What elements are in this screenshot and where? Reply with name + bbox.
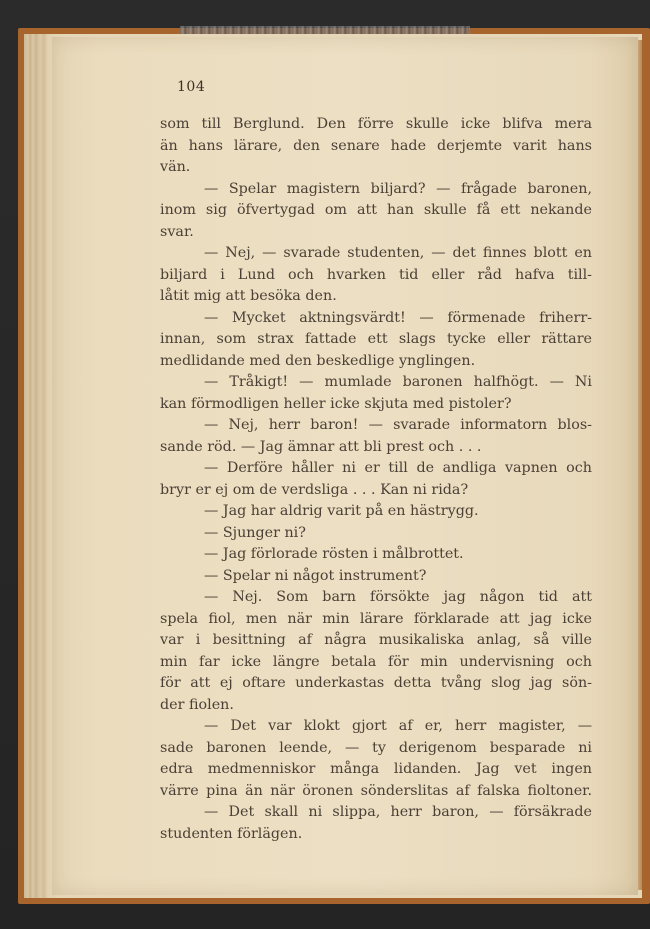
text-line: låtit mig att besöka den. bbox=[160, 288, 337, 304]
text-line: sande röd. — Jag ämnar att bli prest och . . . bbox=[160, 438, 482, 455]
text-line: kan förmodligen heller icke skjuta med pistoler? bbox=[160, 395, 512, 412]
text-line: — Sjunger ni? bbox=[204, 524, 306, 541]
text-line: studenten förlägen. bbox=[160, 825, 303, 842]
page-number: 104 bbox=[177, 79, 206, 95]
text-line: edra medmenniskor många lidanden. Jag vet ingen bbox=[160, 761, 592, 777]
text-line: — Spelar magistern biljard? — frågade baronen, bbox=[204, 180, 592, 197]
body-text bbox=[160, 114, 592, 845]
text-line: värre pina än när öronen sönderslitas af falska fioltoner. bbox=[160, 782, 592, 799]
text-line: — Tråkigt! — mumlade baronen halfhögt. — Ni bbox=[204, 374, 592, 390]
text-line: — Det var klokt gjort af er, herr magister, — bbox=[204, 718, 592, 734]
text-line: vän. bbox=[160, 159, 191, 175]
text-line: — Nej, — svarade studenten, — det finnes blott en bbox=[204, 245, 592, 261]
text-line: sade baronen leende, — ty derigenom besparade ni bbox=[160, 739, 592, 756]
text-line: inom sig öfvertygad om att han skulle få ett nekande bbox=[160, 202, 592, 218]
text-line: — Nej, herr baron! — svarade informatorn blos- bbox=[204, 417, 592, 433]
text-line: min far icke längre betala för min undervisning och bbox=[160, 653, 592, 670]
text-line: — Mycket aktningsvärdt! — förmenade friherr- bbox=[204, 309, 592, 326]
text-line: biljard i Lund och hvarken tid eller råd hafva till- bbox=[160, 266, 592, 283]
text-line: — Det skall ni slippa, herr baron, — försäkrade bbox=[204, 804, 592, 820]
text-line: — Nej. Som barn försökte jag någon tid att bbox=[204, 589, 592, 605]
book-top-edge bbox=[180, 26, 470, 34]
text-line: var i besittning af några musikaliska anlag, så ville bbox=[160, 632, 592, 648]
text-line: der fiolen. bbox=[160, 696, 234, 713]
text-line: som till Berglund. Den förre skulle icke blifva mera bbox=[160, 116, 592, 132]
text-line: — Spelar ni något instrument? bbox=[204, 567, 427, 584]
text-line: för att ej oftare underkastas detta tvång slog jag sön- bbox=[160, 675, 592, 691]
text-line: — Derföre håller ni er till de andliga vapnen och bbox=[204, 460, 592, 476]
text-line: — Jag har aldrig varit på en hästrygg. bbox=[204, 503, 479, 519]
text-line: medlidande med den beskedlige ynglingen. bbox=[160, 352, 476, 369]
text-line: spela fiol, men när min lärare förklarade att jag icke bbox=[160, 610, 592, 627]
text-line: svar. bbox=[160, 223, 194, 240]
text-line: bryr er ej om de verdsliga . . . Kan ni rida? bbox=[160, 481, 469, 498]
text-line: — Jag förlorade rösten i målbrottet. bbox=[204, 546, 464, 562]
text-line: än hans lärare, den senare hade derjemte varit hans bbox=[160, 137, 592, 154]
text-line: innan, som strax fattade ett slags tycke eller rättare bbox=[160, 331, 592, 347]
